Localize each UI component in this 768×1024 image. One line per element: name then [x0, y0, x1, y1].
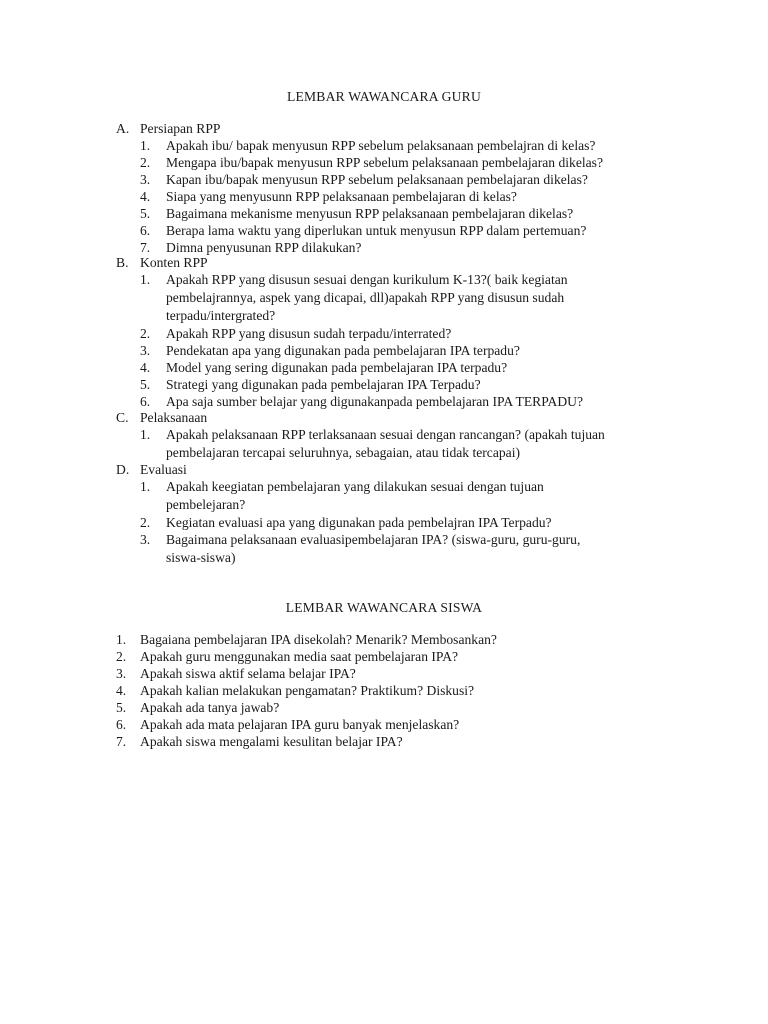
item-text: Mengapa ibu/bapak menyusun RPP sebelum pelaksanaan pembelajaran dikelas? — [166, 155, 604, 170]
item-text: Apakah siswa mengalami kesulitan belajar IPA? — [140, 734, 403, 749]
list-item — [116, 682, 676, 699]
section-title: Persiapan RPP — [140, 121, 221, 136]
item-number: 7. — [116, 734, 127, 749]
item-number: 3. — [116, 666, 127, 681]
item-text: Apakah siswa aktif selama belajar IPA? — [140, 666, 356, 681]
item-text: Apakah pelaksanaan RPP terlaksanaan sesuai dengan rancangan? (apakah tujuan pembelajaran tercapai seluruhnya, sebagaian, atau tidak tercapai) — [166, 427, 605, 460]
list-item — [116, 531, 676, 567]
item-number: 7. — [140, 240, 151, 255]
item-text: Apakah ada tanya jawab? — [140, 700, 280, 715]
item-number: 1. — [140, 427, 151, 442]
item-number: 4. — [116, 683, 127, 698]
item-number: 2. — [140, 326, 151, 341]
list-item — [116, 514, 676, 531]
section-letter: C. — [116, 410, 129, 425]
item-number: 1. — [140, 272, 151, 287]
list-item — [116, 359, 676, 376]
section-heading — [116, 254, 676, 271]
section-heading — [116, 409, 676, 426]
guru-interview-title: LEMBAR WAWANCARA GURU — [287, 89, 481, 104]
item-number: 3. — [140, 172, 151, 187]
item-text: Apakah kalian melakukan pengamatan? Praktikum? Diskusi? — [140, 683, 475, 698]
item-number: 1. — [140, 138, 151, 153]
list-item — [116, 188, 676, 205]
list-item — [116, 631, 676, 648]
section-evaluasi — [116, 461, 676, 567]
item-text: Bagaimana mekanisme menyusun RPP pelaksanaan pembelajaran dikelas? — [166, 206, 574, 221]
item-text: Apakah RPP yang disusun sesuai dengan kurikulum K-13?( baik kegiatan pembelajrannya, aspek yang dicapai, dll)apakah RPP yang disusun sudah terpadu/intergrated? — [166, 272, 568, 323]
list-item — [116, 376, 676, 393]
item-number: 4. — [140, 189, 151, 204]
section-letter: A. — [116, 121, 130, 136]
list-item — [116, 716, 676, 733]
item-text: Dimna penyusunan RPP dilakukan? — [166, 240, 362, 255]
item-number: 5. — [116, 700, 127, 715]
list-item — [116, 137, 676, 154]
section-pelaksanaan — [116, 409, 676, 462]
item-text: Model yang sering digunakan pada pembelajaran IPA terpadu? — [166, 360, 508, 375]
list-item — [116, 733, 676, 750]
item-number: 2. — [140, 515, 151, 530]
list-item — [116, 648, 676, 665]
list-item — [116, 154, 676, 171]
siswa-interview-title: LEMBAR WAWANCARA SISWA — [285, 600, 483, 615]
item-text: Pendekatan apa yang digunakan pada pembelajaran IPA terpadu? — [166, 343, 520, 358]
item-text: Strategi yang digunakan pada pembelajaran IPA Terpadu? — [166, 377, 481, 392]
list-item — [116, 171, 676, 188]
item-number: 5. — [140, 377, 151, 392]
section-persiapan-rpp — [116, 120, 676, 256]
section-letter: D. — [116, 462, 130, 477]
item-text: Siapa yang menyusunn RPP pelaksanaan pembelajaran di kelas? — [166, 189, 517, 204]
list-item — [116, 342, 676, 359]
item-text: Apa saja sumber belajar yang digunakanpada pembelajaran IPA TERPADU? — [166, 394, 584, 409]
list-item — [116, 393, 676, 410]
list-item — [116, 271, 676, 325]
item-text: Apakah ada mata pelajaran IPA guru banyak menjelaskan? — [140, 717, 460, 732]
list-item — [116, 325, 676, 342]
item-number: 2. — [140, 155, 151, 170]
item-number: 5. — [140, 206, 151, 221]
list-item — [116, 478, 676, 514]
item-text: Apakah keegiatan pembelajaran yang dilakukan sesuai dengan tujuan pembelejaran? — [166, 479, 544, 512]
list-item — [116, 665, 676, 682]
section-heading — [116, 120, 676, 137]
list-item — [116, 222, 676, 239]
item-number: 1. — [116, 632, 127, 647]
item-text: Bagaimana pelaksanaan evaluasipembelajaran IPA? (siswa-guru, guru-guru, siswa-siswa) — [166, 532, 581, 565]
item-number: 3. — [140, 532, 151, 547]
item-number: 6. — [140, 223, 151, 238]
item-number: 3. — [140, 343, 151, 358]
list-item — [116, 426, 676, 462]
section-heading — [116, 461, 676, 478]
section-title: Pelaksanaan — [140, 410, 208, 425]
item-number: 1. — [140, 479, 151, 494]
item-text: Bagaiana pembelajaran IPA disekolah? Menarik? Membosankan? — [140, 632, 497, 647]
item-text: Kegiatan evaluasi apa yang digunakan pada pembelajran IPA Terpadu? — [166, 515, 552, 530]
item-text: Apakah RPP yang disusun sudah terpadu/interrated? — [166, 326, 452, 341]
section-letter: B. — [116, 255, 129, 270]
item-number: 2. — [116, 649, 127, 664]
item-number: 4. — [140, 360, 151, 375]
list-item — [116, 205, 676, 222]
list-item — [116, 699, 676, 716]
siswa-question-list — [116, 631, 676, 750]
item-number: 6. — [116, 717, 127, 732]
item-text: Apakah guru menggunakan media saat pembelajaran IPA? — [140, 649, 459, 664]
item-number: 6. — [140, 394, 151, 409]
section-konten-rpp — [116, 254, 676, 410]
section-title: Evaluasi — [140, 462, 187, 477]
item-text: Apakah ibu/ bapak menyusun RPP sebelum pelaksanaan pembelajran di kelas? — [166, 138, 596, 153]
item-text: Berapa lama waktu yang diperlukan untuk menyusun RPP dalam pertemuan? — [166, 223, 587, 238]
item-text: Kapan ibu/bapak menyusun RPP sebelum pelaksanaan pembelajaran dikelas? — [166, 172, 588, 187]
section-title: Konten RPP — [140, 255, 208, 270]
